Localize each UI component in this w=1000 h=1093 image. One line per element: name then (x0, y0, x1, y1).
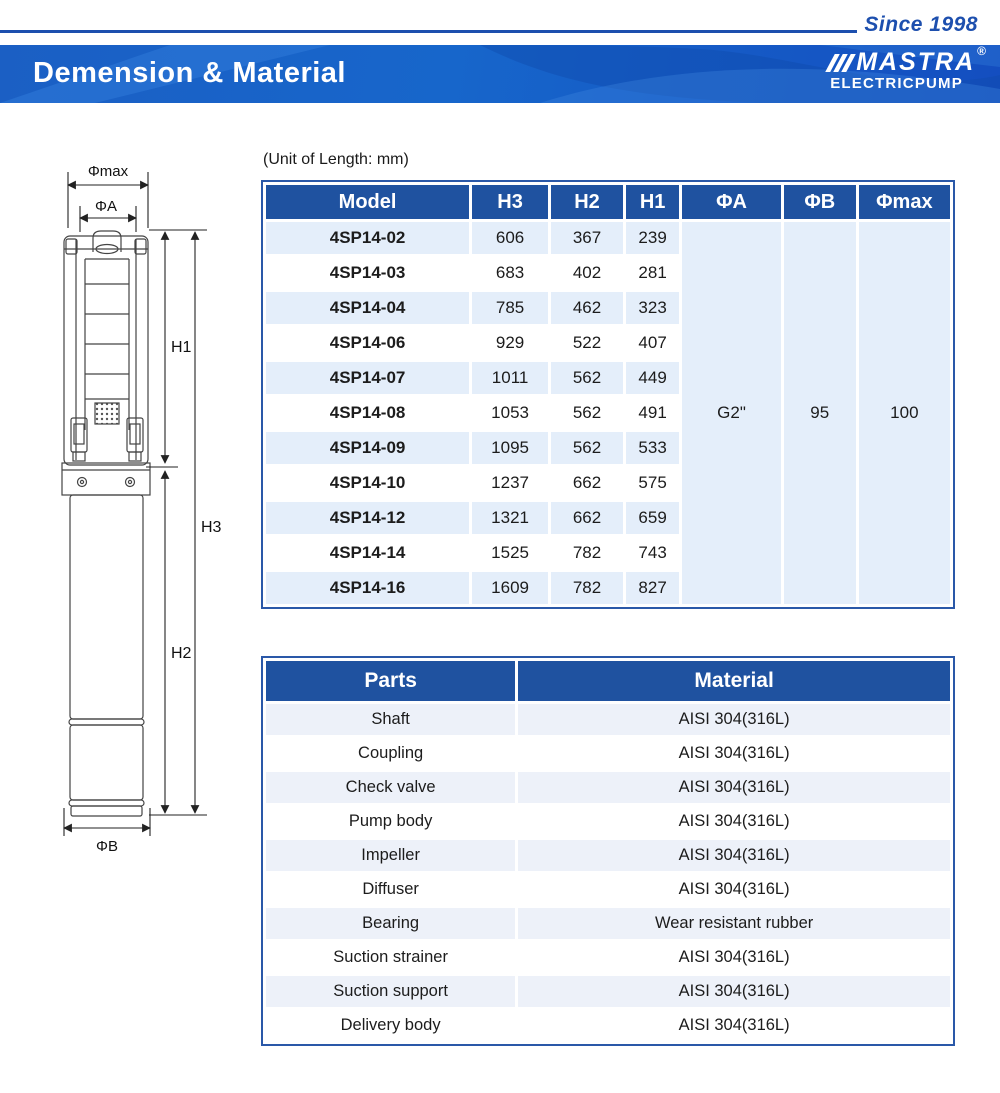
h1-cell: 659 (626, 502, 679, 534)
title-banner (0, 45, 1000, 103)
material-cell: AISI 304(316L) (518, 976, 950, 1007)
h1-cell: 449 (626, 362, 679, 394)
label-phi-max: Φmax (87, 163, 129, 180)
logo-brand-text: MASTRA (856, 48, 976, 76)
page-title: Demension & Material (33, 56, 346, 89)
h2-cell: 662 (551, 467, 623, 499)
h1-cell: 407 (626, 327, 679, 359)
material-cell: AISI 304(316L) (518, 772, 950, 803)
material-cell: AISI 304(316L) (518, 704, 950, 735)
part-cell: Bearing (266, 908, 515, 939)
col-header-parts: Parts (266, 661, 515, 701)
part-cell: Shaft (266, 704, 515, 735)
h3-cell: 1053 (472, 397, 548, 429)
pump-technical-drawing (25, 152, 240, 862)
h2-cell: 662 (551, 502, 623, 534)
model-cell: 4SP14-12 (266, 502, 469, 534)
h2-cell: 562 (551, 432, 623, 464)
col-header-h2: H2 (551, 185, 623, 219)
model-cell: 4SP14-07 (266, 362, 469, 394)
h3-cell: 1095 (472, 432, 548, 464)
dimension-table-header-row (266, 185, 950, 219)
h3-cell: 785 (472, 292, 548, 324)
h2-cell: 367 (551, 222, 623, 254)
h1-cell: 281 (626, 257, 679, 289)
part-cell: Impeller (266, 840, 515, 871)
h3-cell: 1609 (472, 572, 548, 604)
h2-cell: 782 (551, 572, 623, 604)
material-cell: AISI 304(316L) (518, 1010, 950, 1041)
col-header-material: Material (518, 661, 950, 701)
part-cell: Pump body (266, 806, 515, 837)
part-cell: Suction strainer (266, 942, 515, 973)
model-cell: 4SP14-04 (266, 292, 469, 324)
table-row (266, 908, 950, 939)
h3-cell: 1321 (472, 502, 548, 534)
registered-trademark-icon: ® (977, 45, 986, 58)
since-text: Since 1998 (864, 13, 978, 36)
h1-cell: 827 (626, 572, 679, 604)
h1-cell: 239 (626, 222, 679, 254)
label-h2: H2 (171, 645, 192, 662)
h2-cell: 562 (551, 362, 623, 394)
table-row (266, 874, 950, 905)
table-row (266, 772, 950, 803)
h1-cell: 323 (626, 292, 679, 324)
label-phi-b: ΦB (96, 838, 118, 855)
material-cell: AISI 304(316L) (518, 942, 950, 973)
part-cell: Coupling (266, 738, 515, 769)
model-cell: 4SP14-10 (266, 467, 469, 499)
h3-cell: 929 (472, 327, 548, 359)
table-row (266, 806, 950, 837)
pump-drawing-svg (25, 152, 240, 862)
h2-cell: 782 (551, 537, 623, 569)
part-cell: Diffuser (266, 874, 515, 905)
h3-cell: 606 (472, 222, 548, 254)
model-cell: 4SP14-09 (266, 432, 469, 464)
part-cell: Delivery body (266, 1010, 515, 1041)
model-cell: 4SP14-14 (266, 537, 469, 569)
dimension-table (261, 180, 955, 609)
h3-cell: 1525 (472, 537, 548, 569)
unit-note: (Unit of Length: mm) (263, 151, 409, 168)
h3-cell: 1011 (472, 362, 548, 394)
h1-cell: 743 (626, 537, 679, 569)
logo-slashes-icon (825, 54, 859, 72)
since-divider-line (0, 30, 857, 33)
table-row (266, 942, 950, 973)
h1-cell: 575 (626, 467, 679, 499)
material-cell: AISI 304(316L) (518, 840, 950, 871)
h1-cell: 491 (626, 397, 679, 429)
col-header-h1: H1 (626, 185, 679, 219)
h2-cell: 402 (551, 257, 623, 289)
part-cell: Suction support (266, 976, 515, 1007)
material-cell: AISI 304(316L) (518, 874, 950, 905)
col-header-model: Model (266, 185, 469, 219)
h1-cell: 533 (626, 432, 679, 464)
shared-phi-a-cell: G2" (682, 222, 781, 604)
table-row (266, 1010, 950, 1041)
table-row (266, 704, 950, 735)
shared-phi-max-cell: 100 (859, 222, 950, 604)
model-cell: 4SP14-08 (266, 397, 469, 429)
shared-phi-b-cell: 95 (784, 222, 856, 604)
pump-outline (62, 231, 150, 816)
model-cell: 4SP14-16 (266, 572, 469, 604)
table-row (266, 840, 950, 871)
model-cell: 4SP14-06 (266, 327, 469, 359)
h2-cell: 522 (551, 327, 623, 359)
material-cell: Wear resistant rubber (518, 908, 950, 939)
h3-cell: 1237 (472, 467, 548, 499)
col-header-h3: H3 (472, 185, 548, 219)
parts-table-header-row (266, 661, 950, 701)
h2-cell: 462 (551, 292, 623, 324)
logo-subtitle: ELECTRICPUMP (830, 75, 963, 92)
model-cell: 4SP14-03 (266, 257, 469, 289)
label-phi-a: ΦA (95, 198, 117, 215)
model-cell: 4SP14-02 (266, 222, 469, 254)
table-row (266, 976, 950, 1007)
label-h1: H1 (171, 339, 192, 356)
brand-logo (830, 45, 986, 93)
material-cell: AISI 304(316L) (518, 806, 950, 837)
col-header-phi-max: Φmax (859, 185, 950, 219)
material-cell: AISI 304(316L) (518, 738, 950, 769)
h3-cell: 683 (472, 257, 548, 289)
col-header-phi-a: ΦA (682, 185, 781, 219)
part-cell: Check valve (266, 772, 515, 803)
parts-material-table (261, 656, 955, 1046)
col-header-phi-b: ΦB (784, 185, 856, 219)
table-row (266, 738, 950, 769)
table-row (266, 222, 950, 254)
h2-cell: 562 (551, 397, 623, 429)
label-h3: H3 (201, 519, 222, 536)
